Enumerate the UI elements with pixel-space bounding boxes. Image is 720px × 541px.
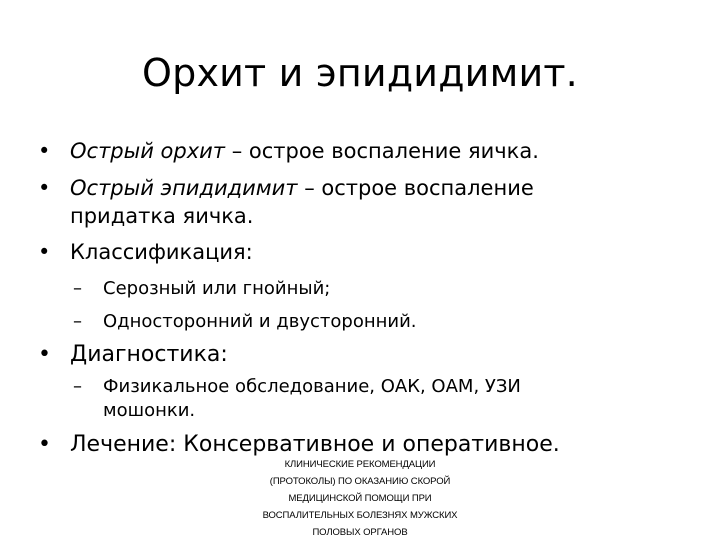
footnote-line: ВОСПАЛИТЕЛЬНЫХ БОЛЕЗНЯХ МУЖСКИХ xyxy=(262,510,458,521)
bullet-text: Лечение: Консервативное и оперативное. xyxy=(70,432,560,457)
sub-item-text: Физикальное обследование, ОАК, ОАМ, УЗИ xyxy=(103,376,521,397)
bullet-text: Классификация: xyxy=(70,240,253,264)
bullet-text xyxy=(70,137,539,165)
sub-item-text: Односторонний и двусторонний. xyxy=(103,311,417,332)
sub-item-text-continuation: мошонки. xyxy=(103,400,196,421)
definition-acute-epididymitis: – острое воспаление xyxy=(297,176,534,200)
bullet-marker: • xyxy=(38,240,51,264)
definition-acute-orchitis: – острое воспаление яичка. xyxy=(225,139,539,163)
slide-title: Орхит и эпидидимит. xyxy=(142,51,578,95)
term-acute-epididymitis: Острый эпидидимит xyxy=(70,176,298,200)
footnote-line: МЕДИЦИНСКОЙ ПОМОЩИ ПРИ xyxy=(288,493,432,504)
term-acute-orchitis: Острый орхит xyxy=(70,139,226,163)
footnote-line: ПОЛОВЫХ ОРГАНОВ xyxy=(312,527,408,538)
bullet-text-continuation: придатка яичка. xyxy=(70,204,254,228)
sub-bullet-marker: – xyxy=(73,278,82,299)
sub-bullet-marker: – xyxy=(73,311,82,332)
sub-item-text: Серозный или гнойный; xyxy=(103,278,331,299)
source-footnote xyxy=(230,456,490,541)
bullet-text: Диагностика: xyxy=(70,342,228,367)
bullet-marker: • xyxy=(38,432,51,457)
bullet-text xyxy=(70,174,534,202)
bullet-marker: • xyxy=(38,139,51,163)
footnote-line: (ПРОТОКОЛЫ) ПО ОКАЗАНИЮ СКОРОЙ xyxy=(269,476,451,487)
footnote-line: КЛИНИЧЕСКИЕ РЕКОМЕНДАЦИИ xyxy=(284,459,436,470)
bullet-marker: • xyxy=(38,342,51,367)
bullet-marker: • xyxy=(38,176,51,200)
sub-bullet-marker: – xyxy=(73,376,82,397)
